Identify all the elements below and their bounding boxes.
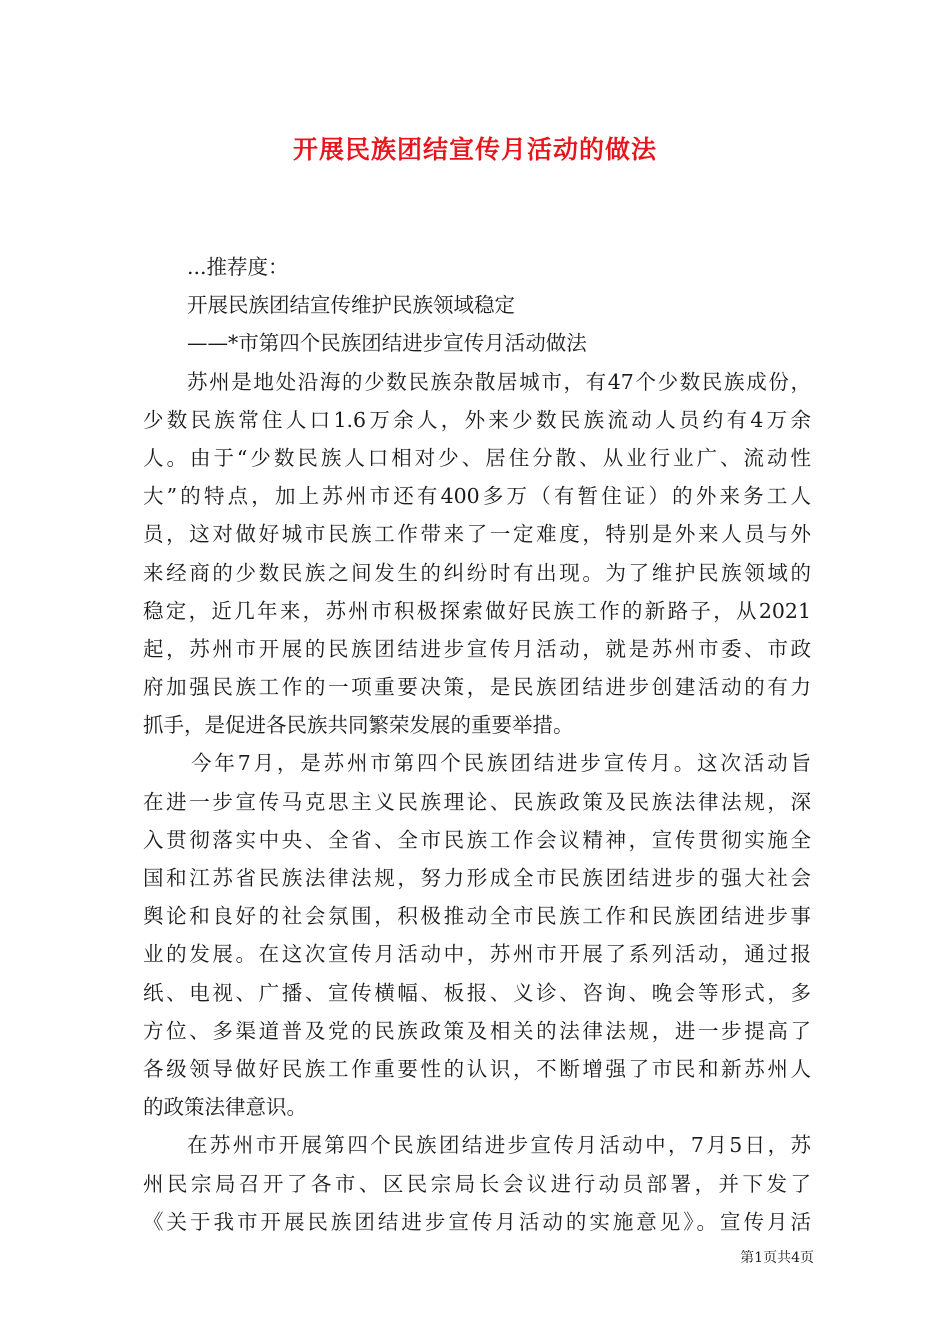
text-line: 府加强民族工作的一项重要决策，是民族团结进步创建活动的有力 <box>143 675 811 700</box>
text-line: 人。由于“少数民族人口相对少、居住分散、从业行业广、流动性 <box>143 445 811 470</box>
text-line: 州民宗局召开了各市、区民宗局长会议进行动员部署，并下发了 <box>143 1171 811 1196</box>
text-line: 来经商的少数民族之间发生的纠纷时有出现。为了维护民族领域的 <box>143 560 811 585</box>
text-line: 业的发展。在这次宣传月活动中，苏州市开展了系列活动，通过报 <box>143 942 811 967</box>
text-line: 纸、电视、广播、宣传横幅、板报、义诊、咨询、晚会等形式，多 <box>143 980 811 1005</box>
text-line: 抓手，是促进各民族共同繁荣发展的重要举措。 <box>143 713 574 738</box>
text-line: 大”的特点，加上苏州市还有400多万（有暂住证）的外来务工人 <box>143 484 811 509</box>
text-line: 少数民族常住人口1.6万余人，外来少数民族流动人员约有4万余 <box>143 407 811 432</box>
text-line: 方位、多渠道普及党的民族政策及相关的法律法规，进一步提高了 <box>143 1018 811 1043</box>
text-line: 各级领导做好民族工作重要性的认识，不断增强了市民和新苏州人 <box>143 1056 811 1081</box>
document-title: 开展民族团结宣传月活动的做法 <box>292 135 657 164</box>
text-line: 入贯彻落实中央、全省、全市民族工作会议精神，宣传贯彻实施全 <box>143 827 811 852</box>
text-line: 国和江苏省民族法律法规，努力形成全市民族团结进步的强大社会 <box>143 866 811 890</box>
text-line: 《关于我市开展民族团结进步宣传月活动的实施意见》。宣传月活 <box>143 1209 811 1234</box>
text-line: ——*市第四个民族团结进步宣传月活动做法 <box>187 331 587 356</box>
text-line: 舆论和良好的社会氛围，积极推动全市民族工作和民族团结进步事 <box>143 904 811 929</box>
text-line: 苏州是地处沿海的少数民族杂散居城市，有47个少数民族成份， <box>187 369 811 394</box>
text-line: 在苏州市开展第四个民族团结进步宣传月活动中，7月5日，苏 <box>187 1133 811 1158</box>
text-line: 稳定，近几年来，苏州市积极探索做好民族工作的新路子，从2021 <box>143 598 811 623</box>
text-line: 员，这对做好城市民族工作带来了一定难度，特别是外来人员与外 <box>143 522 811 547</box>
text-line: 开展民族团结宣传维护民族领域稳定 <box>187 293 515 318</box>
text-line: 的政策法律意识。 <box>143 1095 307 1120</box>
text-line: ...推荐度： <box>187 255 289 279</box>
text-line: 今年7月，是苏州市第四个民族团结进步宣传月。这次活动旨 <box>191 751 811 776</box>
text-line: 在进一步宣传马克思主义民族理论、民族政策及民族法律法规，深 <box>143 789 811 814</box>
page-number: 第1页共4页 <box>740 1250 814 1266</box>
text-line: 起，苏州市开展的民族团结进步宣传月活动，就是苏州市委、市政 <box>143 636 811 661</box>
document-body <box>143 248 811 1241</box>
